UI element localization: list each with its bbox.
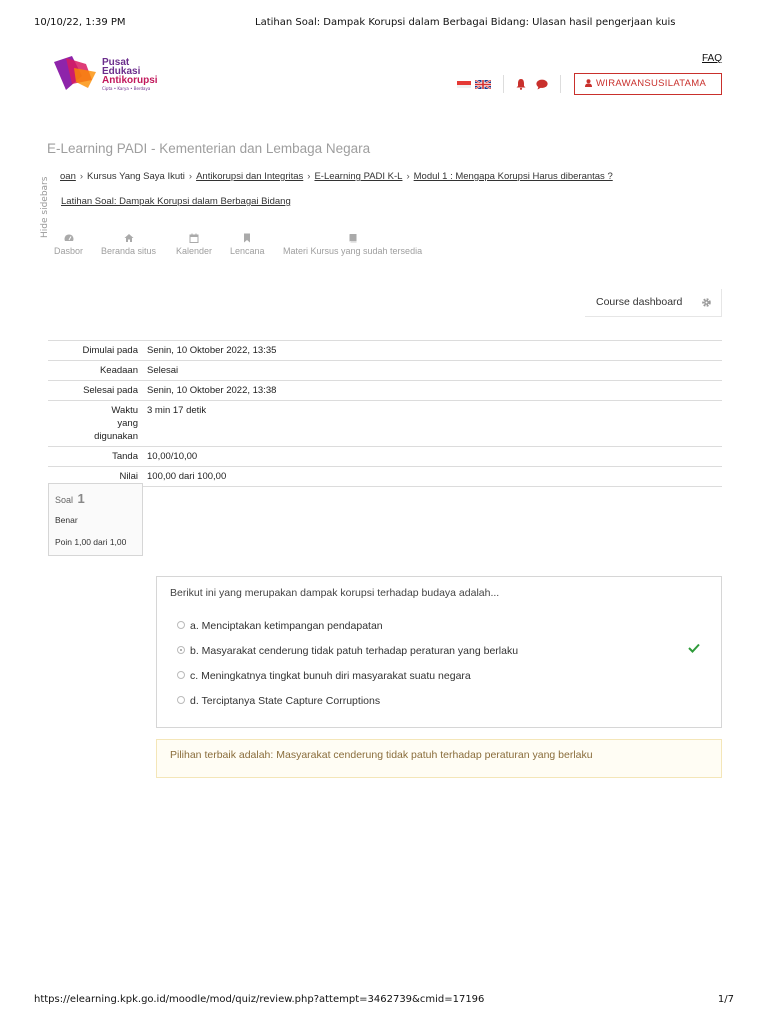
summary-label: Dimulai pada: [48, 341, 143, 361]
nav-dasbor-label: Dasbor: [54, 246, 84, 256]
summary-label: Selesai pada: [48, 381, 143, 401]
book-icon: [348, 233, 358, 243]
breadcrumb-chevron-icon: ›: [307, 171, 311, 182]
logo-mark-icon: [52, 54, 98, 92]
breadcrumb-item-current[interactable]: Latihan Soal: Dampak Korupsi dalam Berbagai Bidang: [61, 196, 291, 207]
question-grade: Poin 1,00 dari 1,00: [55, 537, 127, 547]
breadcrumb: [60, 171, 613, 182]
summary-label: Waktu yang digunakan: [48, 401, 143, 447]
breadcrumb-item-course[interactable]: E-Learning PADI K-L: [314, 171, 403, 182]
bookmark-badge-icon: [242, 233, 252, 243]
question-number-value: 1: [77, 491, 85, 506]
summary-label: Nilai: [48, 467, 143, 487]
print-header: [34, 17, 734, 31]
breadcrumb-chevron-icon: ›: [79, 171, 84, 182]
logo-tagline: Cipta • Karya • Berdaya: [102, 86, 151, 91]
breadcrumb-item-module[interactable]: Modul 1 : Mengapa Korupsi Harus diberantas ?: [413, 171, 613, 182]
calendar-icon: [189, 233, 199, 243]
summary-row: [48, 401, 722, 447]
faq-link[interactable]: FAQ: [702, 53, 723, 64]
question-content-box: [156, 576, 722, 728]
question-number-label: Soal: [55, 495, 74, 505]
breadcrumb-chevron-icon: ›: [188, 171, 193, 182]
breadcrumb-item-home[interactable]: oan: [60, 171, 76, 182]
nav-kalender[interactable]: [176, 233, 212, 256]
answer-label: d. Terciptanya State Capture Corruptions: [190, 695, 381, 707]
summary-row: [48, 341, 722, 361]
logo-line-1: Pusat: [102, 57, 130, 68]
nav-beranda-label: Beranda situs: [101, 246, 157, 256]
answer-option-a[interactable]: [177, 620, 383, 632]
question-info-box: [48, 483, 143, 556]
summary-value: Senin, 10 Oktober 2022, 13:35: [143, 341, 722, 361]
question-text: Berikut ini yang merupakan dampak korupsi terhadap budaya adalah...: [170, 587, 500, 599]
nav-materi-kursus[interactable]: [283, 233, 422, 256]
answer-label: a. Menciptakan ketimpangan pendapatan: [190, 620, 383, 632]
dashboard-gauge-icon: [64, 233, 74, 243]
radio-button[interactable]: [177, 696, 185, 704]
notification-bell-icon[interactable]: [515, 78, 527, 90]
header-divider: [560, 75, 561, 93]
summary-value: Senin, 10 Oktober 2022, 13:38: [143, 381, 722, 401]
question-number: [55, 491, 142, 506]
nav-materi-label: Materi Kursus yang sudah tersedia: [283, 246, 423, 256]
summary-row: [48, 381, 722, 401]
breadcrumb-item-my-courses[interactable]: Kursus Yang Saya Ikuti: [87, 171, 185, 182]
radio-button-selected[interactable]: [177, 646, 185, 654]
site-logo[interactable]: [52, 54, 162, 94]
question-state: Benar: [55, 515, 78, 525]
nav-lencana-label: Lencana: [230, 246, 265, 256]
radio-button[interactable]: [177, 671, 185, 679]
summary-value: Selesai: [143, 361, 722, 381]
summary-value: 10,00/10,00: [143, 447, 722, 467]
answer-label: b. Masyarakat cenderung tidak patuh terhadap peraturan yang berlaku: [190, 645, 519, 657]
answer-option-d[interactable]: [177, 695, 380, 707]
correct-check-icon: [688, 643, 700, 653]
right-answer-feedback: Pilihan terbaik adalah: Masyarakat cenderung tidak patuh terhadap peraturan yang berlaku: [156, 739, 722, 778]
user-menu-button[interactable]: [574, 73, 722, 95]
indonesia-flag-icon[interactable]: [457, 81, 471, 88]
answer-option-c[interactable]: [177, 670, 471, 682]
uk-flag-icon[interactable]: [475, 80, 491, 89]
print-datetime: 10/10/22, 1:39 PM: [34, 17, 126, 28]
summary-label: Tanda: [48, 447, 143, 467]
answer-label: c. Meningkatnya tingkat bunuh diri masyarakat suatu negara: [190, 670, 471, 682]
home-icon: [124, 233, 134, 243]
print-page-number: 1/7: [717, 994, 734, 1005]
nav-kalender-label: Kalender: [176, 246, 213, 256]
gear-icon: [701, 297, 712, 308]
site-title: E-Learning PADI - Kementerian dan Lembaga Negara: [47, 141, 371, 156]
user-icon: [585, 79, 592, 87]
nav-lencana[interactable]: [230, 233, 265, 256]
summary-row: [48, 361, 722, 381]
radio-button[interactable]: [177, 621, 185, 629]
print-title: Latihan Soal: Dampak Korupsi dalam Berbagai Bidang: Ulasan hasil pengerjaan kuis: [255, 17, 676, 28]
breadcrumb-chevron-icon: ›: [406, 171, 410, 182]
print-footer: [34, 994, 734, 1008]
summary-value: 100,00 dari 100,00: [143, 467, 722, 487]
quiz-attempt-summary: [48, 340, 722, 487]
header-divider: [503, 75, 504, 93]
answer-option-b[interactable]: [177, 645, 518, 657]
nav-dasbor[interactable]: [54, 233, 83, 256]
course-dashboard-button[interactable]: [585, 289, 722, 317]
summary-value: 3 min 17 detik: [143, 401, 722, 447]
summary-row: [48, 447, 722, 467]
hide-sidebars-toggle[interactable]: Hide sidebars: [40, 176, 50, 238]
nav-beranda-situs[interactable]: [101, 233, 156, 256]
logo-line-3: Antikorupsi: [102, 75, 158, 86]
user-name: WIRAWANSUSILATAMA: [596, 78, 707, 89]
summary-row: [48, 467, 722, 487]
course-dashboard-label: Course dashboard: [596, 296, 683, 308]
logo-line-2: Edukasi: [102, 66, 141, 77]
summary-label: Keadaan: [48, 361, 143, 381]
breadcrumb-item-category[interactable]: Antikorupsi dan Integritas: [196, 171, 304, 182]
print-url: https://elearning.kpk.go.id/moodle/mod/quiz/review.php?attempt=3462739&cmid=17196: [34, 994, 485, 1005]
messages-chat-icon[interactable]: [536, 79, 548, 90]
